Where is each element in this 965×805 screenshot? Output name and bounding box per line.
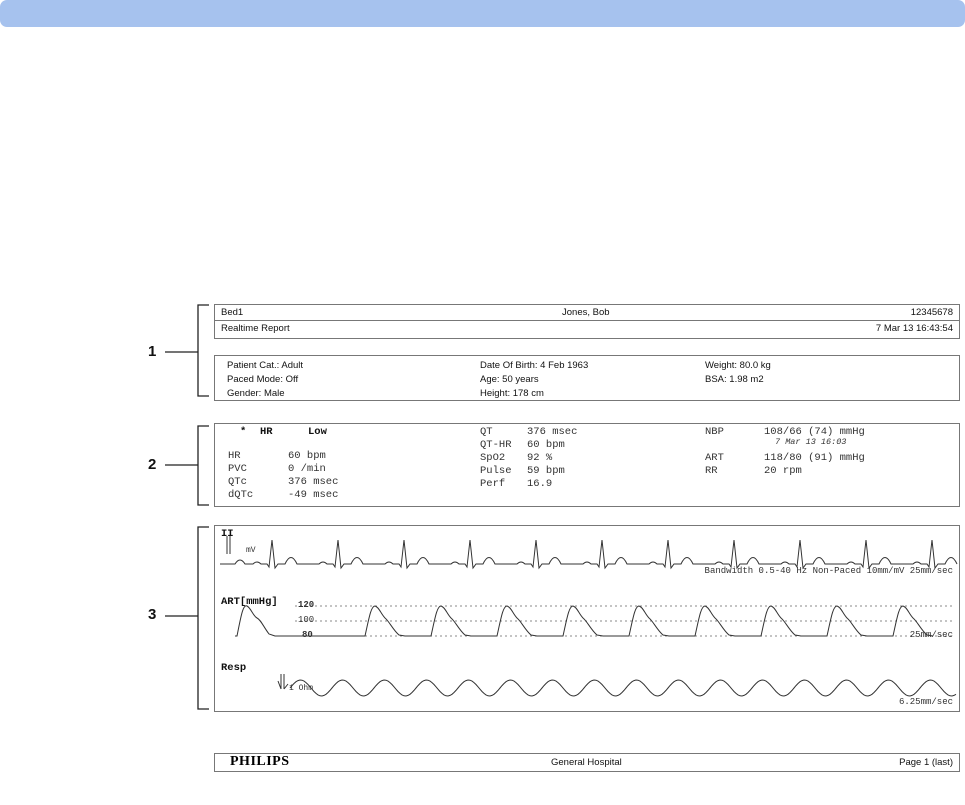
height: Height: 178 cm [480, 388, 544, 399]
waveform-graphics [215, 526, 959, 711]
weight: Weight: 80.0 kg [705, 360, 771, 371]
vital-dqtc-value: -49 msec [288, 489, 339, 501]
vital-pvc-label: PVC [228, 463, 247, 475]
alarm-parameter: HR [260, 426, 273, 438]
page-number: Page 1 (last) [899, 757, 953, 768]
vital-qthr-label: QT-HR [480, 439, 512, 451]
callout-2: 2 [148, 456, 157, 473]
callout-3: 3 [148, 606, 157, 623]
ecg-waveform [220, 540, 957, 568]
vital-qt-label: QT [480, 426, 493, 438]
vital-rr-value: 20 rpm [764, 465, 802, 477]
vital-nbp-label: NBP [705, 426, 724, 438]
art-footer: 25mm/sec [909, 630, 953, 640]
hospital-name: General Hospital [551, 757, 622, 768]
vital-nbp-value: 108/66 (74) mmHg [764, 426, 865, 438]
vital-hr-value: 60 bpm [288, 450, 326, 462]
bed-label: Bed1 [221, 307, 244, 318]
vital-art-value: 118/80 (91) mmHg [764, 452, 865, 464]
art-wave-label: ART[mmHg] [221, 596, 278, 608]
vital-nbp-time: 7 Mar 13 16:03 [775, 437, 847, 447]
resp-wave-label: Resp [221, 662, 247, 674]
paced-mode: Paced Mode: Off [227, 374, 299, 385]
art-scale-80: 80 [302, 630, 313, 640]
alarm-level: Low [308, 426, 327, 438]
report-title: Realtime Report [221, 323, 290, 334]
vital-pulse-label: Pulse [480, 465, 512, 477]
vital-qt-value: 376 msec [527, 426, 578, 438]
vital-perf-value: 16.9 [527, 478, 553, 490]
ecg-mv-label: mV [246, 546, 256, 555]
art-waveform [235, 606, 933, 636]
vital-pulse-value: 59 bpm [527, 465, 565, 477]
patient-name: Jones, Bob [562, 307, 610, 318]
bsa: BSA: 1.98 m2 [705, 374, 764, 385]
philips-logo: PHILIPS [230, 754, 290, 769]
report-header [214, 304, 960, 339]
vital-rr-label: RR [705, 465, 718, 477]
age: Age: 50 years [480, 374, 539, 385]
vital-pvc-value: 0 /min [288, 463, 326, 475]
report-datetime: 7 Mar 13 16:43:54 [875, 323, 953, 334]
patient-id: 12345678 [910, 307, 953, 318]
resp-footer: 6.25mm/sec [898, 697, 953, 707]
ecg-footer: Bandwidth 0.5-40 Hz Non-Paced 10mm/mV 25mm/sec [704, 566, 953, 576]
vital-art-label: ART [705, 452, 724, 464]
patient-info-box [214, 355, 960, 401]
gender: Gender: Male [227, 388, 285, 399]
report-footer [214, 753, 960, 772]
ecg-lead-label: II [221, 528, 234, 540]
vital-dqtc-label: dQTc [228, 489, 254, 501]
callout-1: 1 [148, 343, 157, 360]
resp-waveform [290, 680, 956, 696]
vital-qthr-value: 60 bpm [527, 439, 565, 451]
resp-calibration-mark [278, 674, 288, 689]
vital-spo2-value: 92 % [527, 452, 553, 464]
date-of-birth: Date Of Birth: 4 Feb 1963 [480, 360, 589, 371]
patient-category: Patient Cat.: Adult [227, 360, 304, 371]
vital-spo2-label: SpO2 [480, 452, 506, 464]
alarm-star: * [240, 426, 247, 438]
art-scale-120: 120 [298, 600, 315, 610]
resp-ohm-label: 1 Ohm [289, 684, 314, 693]
vital-perf-label: Perf [480, 478, 506, 490]
art-scale-100: 100 [298, 615, 315, 625]
vital-hr-label: HR [228, 450, 241, 462]
vital-qtc-label: QTc [228, 476, 247, 488]
vital-qtc-value: 376 msec [288, 476, 339, 488]
waveform-box [214, 525, 960, 712]
vitals-box [214, 423, 960, 507]
